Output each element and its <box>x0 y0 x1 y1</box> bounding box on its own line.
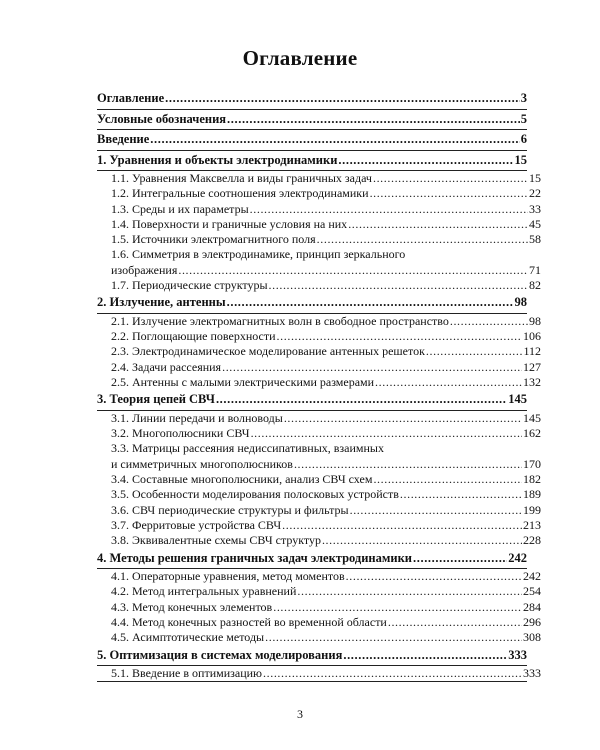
toc-entry-page: 199 <box>523 502 541 517</box>
dot-leader <box>373 472 522 487</box>
toc-section-entry[interactable] <box>97 232 541 247</box>
toc-section-entry[interactable] <box>97 329 541 344</box>
toc-entry-page: 3 <box>520 91 527 105</box>
toc-section-entry[interactable] <box>97 426 541 441</box>
toc-entry-line <box>97 110 527 130</box>
toc-entry-page: 6 <box>520 132 527 146</box>
toc-section-entry[interactable] <box>97 630 541 645</box>
toc-entry-title: 4.2. Метод интегральных уравнений <box>111 584 297 599</box>
toc-entry-page: 98 <box>529 313 541 328</box>
toc-entry-title: 4.4. Метод конечных разностей во временной области <box>111 614 387 629</box>
toc-section-entry[interactable] <box>97 247 541 278</box>
toc-entry-line <box>97 151 527 171</box>
toc-entry-line <box>111 411 541 426</box>
toc-section-entry[interactable] <box>97 518 541 533</box>
toc-entry-title: 3.5. Особенности моделирования полосковых устройств <box>111 487 399 502</box>
toc-entry-title: Введение <box>97 132 150 146</box>
dot-leader <box>338 151 513 171</box>
toc-entry-line <box>111 472 541 487</box>
dot-leader <box>350 503 522 518</box>
toc-entry-page: 112 <box>523 344 541 359</box>
toc-entry-line <box>111 360 541 375</box>
dot-leader <box>348 217 528 232</box>
toc-entry-page: 145 <box>508 392 527 407</box>
dot-leader <box>375 375 522 390</box>
toc-entry-title: 2.5. Антенны с малыми электрическими размерами <box>111 375 375 390</box>
toc-entry-title: 2.2. Поглощающие поверхности <box>111 329 276 344</box>
toc-entry-line <box>111 186 541 201</box>
dot-leader <box>178 263 528 278</box>
toc-entry-line <box>111 503 541 518</box>
toc-entry-title: 2.1. Излучение электромагнитных волн в свободное пространство <box>111 313 449 328</box>
toc-entry-page: 296 <box>523 614 541 629</box>
toc-entry-line <box>111 278 541 293</box>
toc-entry-title: 1.3. Среды и их параметры <box>111 201 249 216</box>
toc-entry-title: 4. Методы решения граничных задач электродинамики <box>97 550 413 565</box>
toc-entry-page: 242 <box>523 569 541 584</box>
toc-entry-line <box>111 171 541 186</box>
table-of-contents <box>97 89 541 682</box>
dot-leader <box>263 666 522 681</box>
dot-leader <box>373 171 528 186</box>
toc-entry-title: 1.4. Поверхности и граничные условия на них <box>111 216 348 231</box>
toc-entry-page: 15 <box>514 152 527 167</box>
toc-entry-line <box>111 314 541 329</box>
toc-entry-line <box>97 130 527 150</box>
toc-entry-line <box>111 217 541 232</box>
toc-entry-title: 4.5. Асимптотические методы <box>111 630 265 645</box>
toc-entry-line <box>111 457 541 472</box>
toc-entry-line <box>97 646 527 666</box>
toc-entry-title: 3.1. Линии передачи и волноводы <box>111 410 283 425</box>
toc-entry-title: 5. Оптимизация в системах моделирования <box>97 647 343 662</box>
dot-leader <box>294 457 522 472</box>
toc-chapter-entry[interactable] <box>97 110 527 131</box>
toc-section-entry[interactable] <box>97 411 541 426</box>
toc-section-entry[interactable] <box>97 666 541 681</box>
toc-entry-page: 71 <box>529 262 541 277</box>
toc-section-entry[interactable] <box>97 360 541 375</box>
toc-entry-title: 2.3. Электродинамическое моделирование антенных решеток <box>111 344 425 359</box>
toc-entry-page: 333 <box>508 647 527 662</box>
toc-entry-title: 2.4. Задачи рассеяния <box>111 359 222 374</box>
dot-leader <box>297 584 522 599</box>
toc-entry-page: 127 <box>523 359 541 374</box>
toc-section-entry[interactable] <box>97 600 541 615</box>
toc-entry-title: 4.1. Операторные уравнения, метод моментов <box>111 569 345 584</box>
toc-entry-page: 33 <box>529 201 541 216</box>
toc-section-entry[interactable] <box>97 487 541 502</box>
toc-entry-title-line1: 1.6. Симметрия в электродинамике, принцип зеркального <box>111 247 406 262</box>
toc-entry-page: 58 <box>529 232 541 247</box>
toc-entry-line <box>111 518 541 533</box>
toc-entry-title: изображения <box>111 262 178 277</box>
toc-entry-line <box>97 89 527 109</box>
toc-section-entry[interactable] <box>97 344 541 359</box>
toc-entry-line <box>111 569 541 584</box>
dot-leader <box>388 615 522 630</box>
toc-section-entry[interactable] <box>97 217 541 232</box>
toc-entry-page: 22 <box>529 186 541 201</box>
toc-entry-title: 3.6. СВЧ периодические структуры и фильтры <box>111 502 349 517</box>
dot-leader <box>282 518 522 533</box>
toc-entry-title: 3.8. Эквивалентные схемы СВЧ структур <box>111 533 321 548</box>
toc-section-entry[interactable] <box>97 186 541 201</box>
page-title: Оглавление <box>242 46 358 70</box>
toc-entry-title: 3.4. Составные многополюсники, анализ СВЧ схем <box>111 472 373 487</box>
toc-entry-page: 45 <box>529 216 541 231</box>
dot-leader <box>227 110 520 130</box>
toc-entry-page: 15 <box>529 171 541 185</box>
toc-entry-title: 4.3. Метод конечных элементов <box>111 599 273 614</box>
toc-entry-title: 1.5. Источники электромагнитного поля <box>111 232 316 247</box>
toc-chapter-entry[interactable] <box>97 549 527 570</box>
toc-entry-page: 132 <box>523 375 541 390</box>
dot-leader <box>346 569 522 584</box>
toc-section-entry[interactable] <box>97 533 541 548</box>
toc-section-entry[interactable] <box>97 584 541 599</box>
dot-leader <box>273 600 522 615</box>
toc-entry-title: 1. Уравнения и объекты электродинамики <box>97 152 338 167</box>
toc-entry-line <box>111 630 541 645</box>
toc-entry-page: 333 <box>523 666 541 681</box>
toc-entry-title: 3. Теория цепей СВЧ <box>97 392 215 407</box>
toc-entry-title: 2. Излучение, антенны <box>97 295 226 310</box>
toc-entry-page: 5 <box>520 111 527 126</box>
dot-leader <box>265 630 522 645</box>
toc-section-entry[interactable] <box>97 171 541 186</box>
dot-leader <box>317 232 528 247</box>
toc-entry-line <box>111 375 541 390</box>
toc-entry-page: 170 <box>523 456 541 471</box>
dot-leader <box>450 314 528 329</box>
toc-entry-title: 3.2. Многополюсники СВЧ <box>111 426 250 441</box>
toc-entry-line <box>111 329 541 344</box>
toc-entry-line <box>111 202 541 217</box>
toc-chapter-entry[interactable] <box>97 130 527 151</box>
dot-leader <box>322 533 522 548</box>
toc-entry-line <box>111 584 541 599</box>
toc-entry-page: 145 <box>523 410 541 425</box>
toc-section-entry[interactable] <box>97 472 541 487</box>
toc-entry-page: 82 <box>529 278 541 293</box>
dot-leader <box>222 360 522 375</box>
toc-entry-page: 254 <box>523 584 541 599</box>
toc-section-entry[interactable] <box>97 441 541 472</box>
toc-entry-page: 189 <box>523 487 541 502</box>
toc-section-entry[interactable] <box>97 569 541 584</box>
toc-entry-page: 162 <box>523 426 541 441</box>
toc-entry-title: 5.1. Введение в оптимизацию <box>111 666 263 681</box>
dot-leader <box>413 549 507 569</box>
toc-entry-page: 308 <box>523 630 541 645</box>
toc-entry-title: 3.7. Ферритовые устройства СВЧ <box>111 517 282 532</box>
toc-entry-line <box>111 426 541 441</box>
toc-entry-page: 213 <box>523 517 541 532</box>
toc-entry-line <box>111 600 541 615</box>
toc-chapter-entry[interactable] <box>97 293 527 314</box>
toc-section-entry[interactable] <box>97 615 541 630</box>
toc-entry-line <box>111 533 541 548</box>
toc-entry-page: 242 <box>508 550 527 565</box>
toc-entry-line <box>97 549 527 569</box>
toc-entry-line <box>111 263 541 278</box>
dot-leader <box>227 293 514 313</box>
toc-chapter-entry[interactable] <box>97 390 527 411</box>
dot-leader <box>150 130 519 150</box>
dot-leader <box>343 646 507 666</box>
toc-entry-page: 106 <box>523 329 541 344</box>
dot-leader <box>370 186 528 201</box>
dot-leader <box>216 390 507 410</box>
toc-entry-line <box>97 293 527 313</box>
toc-entry-title: Оглавление <box>97 91 165 105</box>
toc-entry-title: 1.2. Интегральные соотношения электродинамики <box>111 186 369 201</box>
toc-entry-page: 98 <box>514 295 527 310</box>
toc-entry-line <box>97 390 527 410</box>
toc-section-entry[interactable] <box>97 202 541 217</box>
toc-chapter-entry[interactable] <box>97 151 527 172</box>
toc-entry-page: 284 <box>523 599 541 614</box>
page-number: 3 <box>297 707 303 721</box>
dot-leader <box>400 487 522 502</box>
toc-section-entry[interactable] <box>97 278 541 293</box>
toc-entry-title: и симметричных многополюсников <box>111 456 293 471</box>
dot-leader <box>165 89 520 109</box>
dot-leader <box>251 426 522 441</box>
toc-entry-line <box>111 666 541 681</box>
toc-entry-page: 182 <box>523 472 541 487</box>
dot-leader <box>284 411 522 426</box>
toc-section-entry[interactable] <box>97 314 541 329</box>
dot-leader <box>426 344 523 359</box>
toc-entry-line <box>111 615 541 630</box>
toc-entry-page: 228 <box>523 533 541 548</box>
toc-entry-title: 1.1. Уравнения Максвелла и виды граничных задач <box>111 171 372 185</box>
dot-leader <box>250 202 528 217</box>
toc-entry-line <box>111 344 541 359</box>
toc-section-entry[interactable] <box>97 503 541 518</box>
toc-entry-line <box>111 487 541 502</box>
dot-leader <box>269 278 528 293</box>
toc-chapter-entry[interactable] <box>97 646 527 667</box>
dot-leader <box>277 329 522 344</box>
toc-entry-title: 1.7. Периодические структуры <box>111 278 268 293</box>
toc-entry-line <box>111 232 541 247</box>
toc-section-entry[interactable] <box>97 375 541 390</box>
toc-entry-title-line1: 3.3. Матрицы рассеяния недиссипативных, взаимных <box>111 441 384 456</box>
toc-chapter-entry[interactable] <box>97 89 527 110</box>
toc-entry-title: Условные обозначения <box>97 111 227 126</box>
